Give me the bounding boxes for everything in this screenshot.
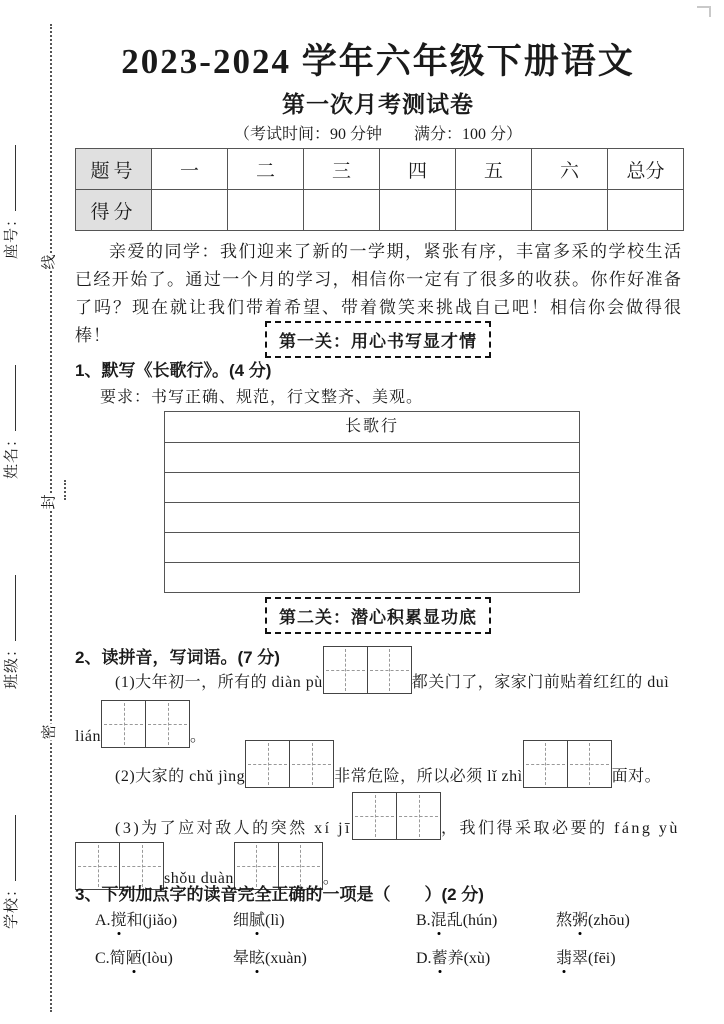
- q3-word-char: 晕: [233, 950, 250, 967]
- exam-meta: （考试时间：90 分钟 满分：100 分）: [233, 126, 522, 143]
- q3-word-char: 乱: [446, 912, 463, 929]
- writing-cell: [367, 647, 411, 693]
- writing-cell: [289, 741, 333, 787]
- school-label: [0, 815, 21, 929]
- q3-pinyin: (zhōu): [588, 912, 630, 929]
- table-row: [76, 190, 684, 231]
- score-table-header-cell: 题号: [76, 149, 152, 190]
- q3-word-char: 养: [447, 950, 464, 967]
- score-table: [75, 148, 684, 231]
- question-3-title: 3、下列加点字的读音完全正确的一项是（ ）(2 分): [75, 885, 484, 904]
- question-1-title: 1、默写《长歌行》。(4 分): [75, 361, 272, 380]
- q3-pinyin: (hún): [462, 912, 498, 929]
- score-table-header-cell: 三: [304, 149, 380, 190]
- writing-cell: [353, 793, 396, 839]
- poem-blank-row: [165, 502, 579, 532]
- page-subtitle: 第一次月考测试卷: [282, 92, 474, 117]
- q2-text: (1)大年初一，所有的 diàn pù: [115, 674, 323, 691]
- q3-pinyin: (lòu): [141, 950, 173, 967]
- section-2-banner: 第二关：潜心积累显功底: [265, 597, 491, 634]
- q2-sentence-2: [75, 740, 687, 788]
- q3-word-char: 简: [109, 950, 126, 967]
- q3-pinyin: (xù): [463, 950, 491, 967]
- score-table-header-cell: 二: [228, 149, 304, 190]
- class-label: [0, 575, 21, 689]
- q3-word-char: 搅: [111, 910, 127, 932]
- writing-cell: [524, 741, 567, 787]
- q2-text: 面对。: [611, 768, 662, 785]
- score-cell: [228, 190, 304, 231]
- score-table-header-cell: 六: [532, 149, 608, 190]
- score-cell: [380, 190, 456, 231]
- q3-option-word: [95, 910, 233, 932]
- table-row: [76, 149, 684, 190]
- q3-word-char: 翡: [556, 948, 572, 970]
- blank-line: [11, 575, 16, 641]
- score-cell: [456, 190, 532, 231]
- q2-text: ，我们得采取必要的 fáng yù: [441, 820, 680, 837]
- question-1-requirement: 要求：书写正确、规范，行文整齐、美观。: [100, 389, 424, 406]
- q3-option-letter: A.: [95, 912, 111, 929]
- poem-blank-row: [165, 442, 579, 472]
- q2-sentence-1-line-1: [75, 646, 687, 694]
- seat-number-label: [0, 145, 21, 259]
- page-title: 2023-2024 学年六年级下册语文: [121, 42, 635, 81]
- blank-line: [11, 365, 16, 431]
- score-cell: [152, 190, 228, 231]
- q3-word-char: 蓄: [432, 948, 448, 970]
- seat-number-text: 座号：: [4, 210, 20, 259]
- writing-grid: [245, 740, 334, 788]
- q3-option-word: [95, 948, 233, 970]
- q3-word-char: 腻: [249, 910, 265, 932]
- q3-pinyin: (lì): [265, 912, 285, 929]
- score-table-header-cell: 四: [380, 149, 456, 190]
- q3-pinyin: (fēi): [588, 950, 616, 967]
- score-cell: [608, 190, 684, 231]
- q3-option-word: [416, 948, 556, 970]
- poem-blank-row: [165, 472, 579, 502]
- writing-cell: [396, 793, 440, 839]
- class-text: 班级：: [4, 640, 20, 689]
- q3-word-char: 和: [126, 912, 143, 929]
- q2-text: 非常危险，所以必须 lǐ zhì: [334, 768, 523, 785]
- q2-text: shǒu duàn: [164, 870, 234, 887]
- q3-word-char: 粥: [572, 910, 588, 932]
- seal-char-xian: 线: [41, 254, 58, 270]
- score-cell: [532, 190, 608, 231]
- corner-crop-mark: [697, 6, 711, 17]
- writing-grid: [323, 646, 412, 694]
- q3-option-letter: B.: [416, 912, 431, 929]
- score-table-header-cell: 总分: [608, 149, 684, 190]
- poem-blank-row: [165, 532, 579, 562]
- q3-word-char: 熬: [556, 912, 573, 929]
- seal-line: [50, 24, 52, 1012]
- q3-option-word: [556, 910, 695, 932]
- q3-option-word: [233, 910, 416, 932]
- school-text: 学校：: [4, 880, 20, 929]
- q3-option-letter: D.: [416, 950, 432, 967]
- seal-char-feng: 封: [41, 494, 58, 510]
- score-cell: [304, 190, 380, 231]
- q3-option-letter: C.: [95, 950, 110, 967]
- q2-sentence-3-line-1: [75, 792, 687, 840]
- q3-pinyin: (xuàn): [265, 950, 307, 967]
- q3-options: [95, 910, 695, 970]
- q2-text: (3)为了应对敌人的突然 xí jī: [115, 820, 352, 837]
- writing-cell: [324, 647, 367, 693]
- writing-grid: [523, 740, 612, 788]
- q2-text: 。: [190, 728, 207, 745]
- blank-line: [11, 145, 16, 211]
- score-row-label: 得分: [76, 190, 152, 231]
- q3-word-char: 翠: [572, 950, 589, 967]
- q3-word-char: 陋: [126, 948, 142, 970]
- score-table-header-cell: 五: [456, 149, 532, 190]
- intro-paragraph: 亲爱的同学：我们迎来了新的一学期，紧张有序，丰富多采的学校生活已经开始了。通过一个月的学习，相信你一定有了很多的收获。你作好准备了吗？现在就让我们带着希望、带着微笑来挑战自己吧！相信你会做得很棒！: [75, 242, 682, 345]
- blank-line: [11, 815, 16, 881]
- section-1-banner: 第一关：用心书写显才情: [265, 321, 491, 358]
- q3-option-word: [556, 948, 695, 970]
- score-table-header-cell: 一: [152, 149, 228, 190]
- q3-word-char: 眩: [249, 948, 265, 970]
- q3-word-char: 细: [233, 912, 250, 929]
- poem-writing-box: [164, 411, 580, 593]
- q2-text: lián: [75, 728, 101, 745]
- seal-char-mi: 密: [41, 724, 58, 740]
- q3-option-word: [233, 948, 416, 970]
- question-2-title: 2、读拼音，写词语。(7 分): [75, 648, 280, 667]
- poem-blank-row: [165, 562, 579, 592]
- q3-pinyin: (jiǎo): [142, 912, 178, 929]
- q3-option-word: [416, 910, 556, 932]
- student-name-text: 姓名：: [4, 430, 20, 479]
- q2-text: 。: [322, 870, 340, 887]
- q2-text: (2)大家的 chǔ jìng: [115, 768, 246, 785]
- q3-word-char: 混: [431, 910, 447, 932]
- writing-cell: [567, 741, 611, 787]
- poem-title: 长歌行: [344, 418, 399, 435]
- q2-text: 都关门了，家家门前贴着红红的 duì: [411, 674, 670, 691]
- student-name-label: [0, 365, 21, 479]
- seal-line-dots: [64, 480, 66, 500]
- writing-grid: [352, 792, 441, 840]
- writing-cell: [246, 741, 289, 787]
